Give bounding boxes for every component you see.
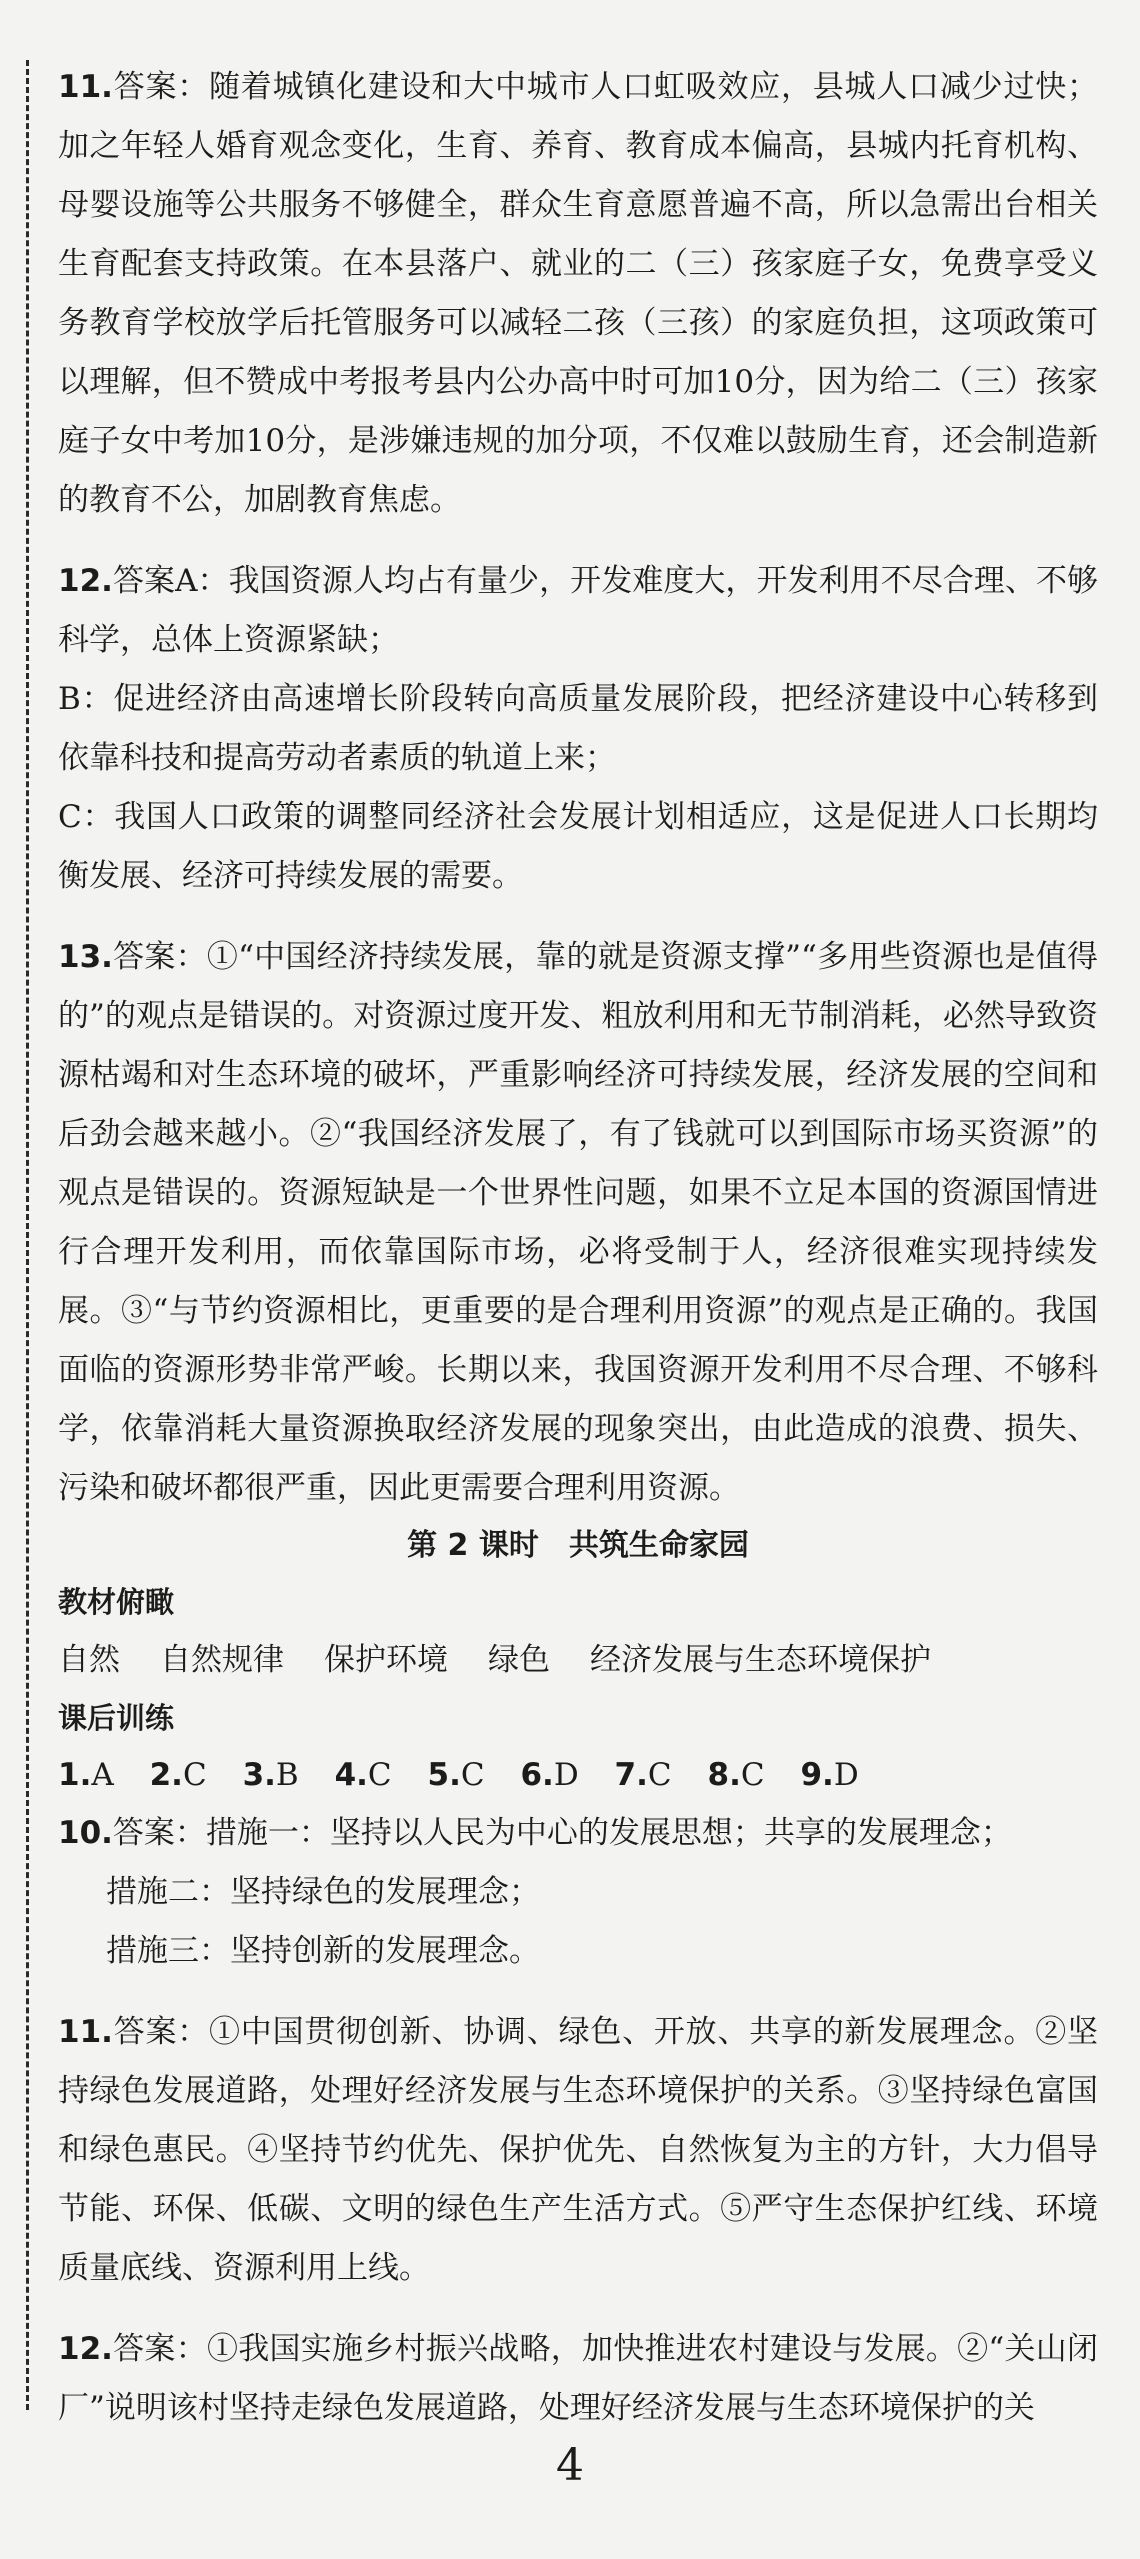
answer-text: 答案：随着城镇化建设和大中城市人口虹吸效应，县城人口减少过快；加之年轻人婚育观念变化，生育、养育、教育成本偏高，县城内托育机构、母婴设施等公共服务不够健全，群众生育意愿普遍不高，所以急需出台相关生育配套支持政策。在本县落户、就业的二（三）孩家庭子女，免费享受义务教育学校放学后托管服务可以减轻二孩（三孩）的家庭负担，这项政策可以理解，但不赞成中考报考县内公办高中时可加10分，因为给二（三）孩家庭子女中考加10分，是涉嫌违规的加分项，不仅难以鼓励生育，还会制造新的教育不公，加剧教育焦虑。 (58, 69, 1098, 518)
choice-item: 1.A (58, 1757, 114, 1793)
choice-item: 6.D (520, 1757, 579, 1793)
section-heading-textbook: 教材俯瞰 (58, 1585, 175, 1619)
answer-text: 答案：①我国实施乡村振兴战略，加快推进农村建设与发展。②“关山闭厂”说明该村坚持走绿色发展道路，处理好经济发展与生态环境保护的关 (58, 2331, 1098, 2426)
question-number: 12. (58, 563, 113, 599)
keyword: 绿色 (488, 1642, 550, 1678)
lesson-title: 第 2 课时 共筑生命家园 (407, 1528, 749, 1563)
section-heading-practice: 课后训练 (58, 1701, 175, 1735)
question-number: 13. (58, 939, 113, 975)
answer-content (58, 58, 1098, 2438)
choice-item: 4.C (334, 1757, 392, 1793)
choice-item: 8.C (707, 1757, 765, 1793)
answer-text: 答案：①中国贯彻创新、协调、绿色、开放、共享的新发展理念。②坚持绿色发展道路，处理好经济发展与生态环境保护的关系。③坚持绿色富国和绿色惠民。④坚持节约优先、保护优先、自然恢复为主的方针，大力倡导节能、环保、低碳、文明的绿色生产生活方式。⑤严守生态保护红线、环境质量底线、资源利用上线。 (58, 2014, 1098, 2286)
question-number: 10. (58, 1815, 113, 1851)
choice-answers (58, 1746, 1098, 1804)
answer-b: B：促进经济由高速增长阶段转向高质量发展阶段，把经济建设中心转移到依靠科技和提高劳动者素质的轨道上来； (58, 681, 1098, 776)
answer-13 (58, 928, 1098, 1518)
binding-margin-rule (26, 60, 29, 2410)
textbook-keywords (58, 1630, 1098, 1690)
page-number: 4 (556, 2440, 584, 2491)
answer-11-part1 (58, 58, 1098, 530)
choice-item: 7.C (614, 1757, 672, 1793)
answer-10 (58, 1804, 1098, 1981)
answer-text: 答案：①“中国经济持续发展，靠的就是资源支撑”“多用些资源也是值得的”的观点是错误的。对资源过度开发、粗放利用和无节制消耗，必然导致资源枯竭和对生态环境的破坏，严重影响经济可持续发展，经济发展的空间和后劲会越来越小。②“我国经济发展了，有了钱就可以到国际市场买资源”的观点是错误的。资源短缺是一个世界性问题，如果不立足本国的资源国情进行合理开发利用，而依靠国际市场，必将受制于人，经济很难实现持续发展。③“与节约资源相比，更重要的是合理利用资源”的观点是正确的。我国面临的资源形势非常严峻。长期以来，我国资源开发利用不尽合理、不够科学，依靠消耗大量资源换取经济发展的现象突出，由此造成的浪费、损失、污染和破坏都很严重，因此更需要合理利用资源。 (58, 939, 1098, 1506)
answer-11-part2 (58, 2003, 1098, 2298)
choice-item: 3.B (242, 1757, 299, 1793)
keyword: 保护环境 (324, 1642, 448, 1678)
measure-2: 措施二：坚持绿色的发展理念； (106, 1874, 540, 1910)
answer-12-part1 (58, 552, 1098, 906)
choice-item: 9.D (800, 1757, 859, 1793)
question-number: 11. (58, 2014, 113, 2050)
question-number: 12. (58, 2331, 113, 2367)
answer-a: 答案A：我国资源人均占有量少，开发难度大，开发利用不尽合理、不够科学，总体上资源紧缺； (58, 563, 1098, 658)
answer-12-part2 (58, 2320, 1098, 2438)
keyword: 经济发展与生态环境保护 (590, 1642, 931, 1678)
keyword: 自然规律 (160, 1642, 284, 1678)
choice-item: 2.C (149, 1757, 207, 1793)
answer-c: C：我国人口政策的调整同经济社会发展计划相适应，这是促进人口长期均衡发展、经济可持续发展的需要。 (58, 799, 1098, 894)
keyword: 自然 (58, 1642, 120, 1678)
measure-3: 措施三：坚持创新的发展理念。 (106, 1933, 540, 1969)
measure-1: 答案：措施一：坚持以人民为中心的发展思想；共享的发展理念； (112, 1815, 1012, 1851)
question-number: 11. (58, 69, 113, 105)
choice-item: 5.C (427, 1757, 485, 1793)
